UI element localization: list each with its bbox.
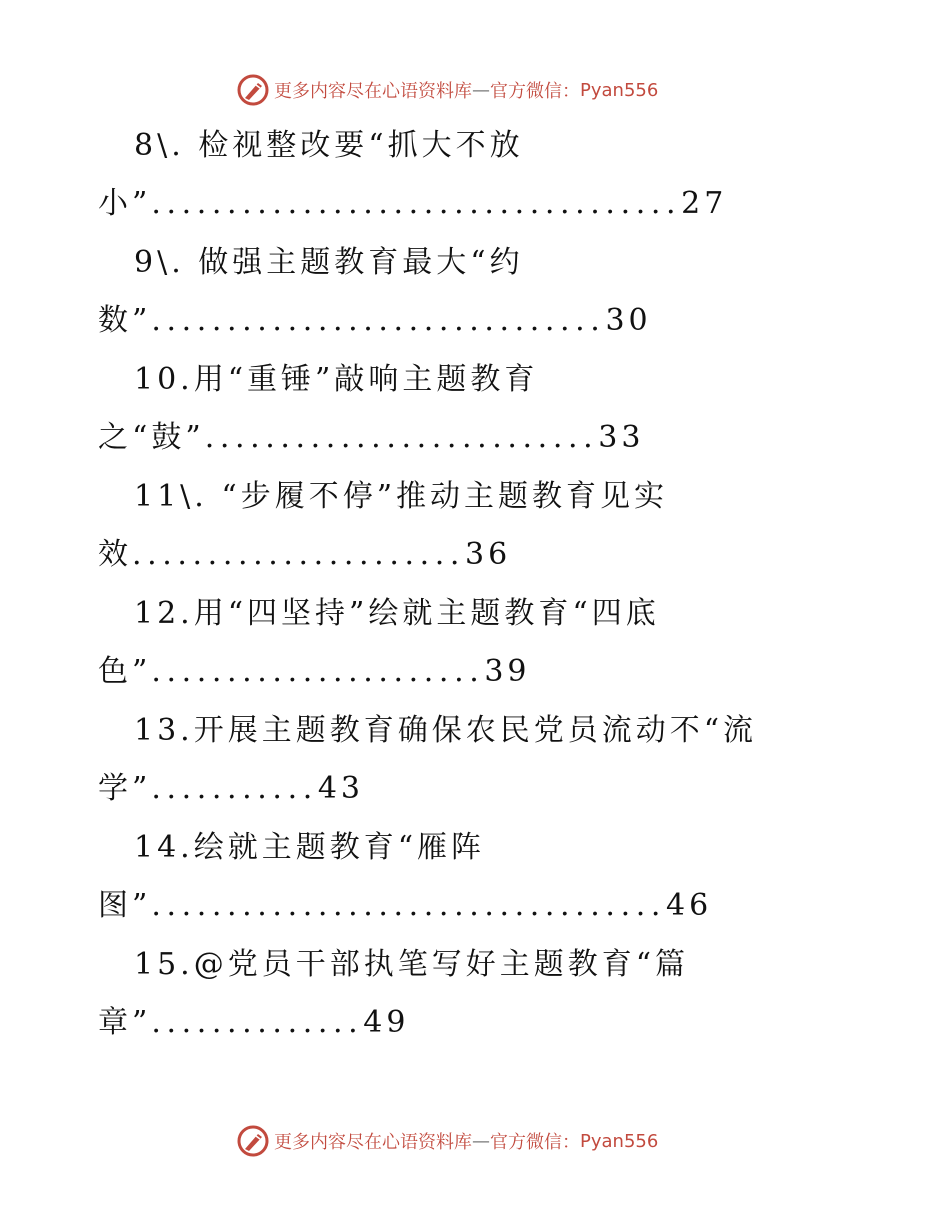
toc-entry-14-title-end: 图” bbox=[98, 888, 152, 923]
toc-entry-13-title[interactable]: 13.开展主题教育确保农民党员流动不“流 bbox=[134, 713, 758, 748]
toc-entry-12-leader[interactable] bbox=[98, 652, 531, 692]
watermark-text: 更多内容尽在心语资料库 bbox=[274, 1132, 472, 1153]
toc-entry-9-title[interactable]: 9\. 做强主题教育最大“约 bbox=[134, 245, 524, 280]
watermark-separator: — bbox=[472, 1130, 490, 1152]
toc-entry-8-leader[interactable] bbox=[98, 184, 727, 224]
toc-entry-8-page: 27 bbox=[681, 186, 728, 221]
toc-entry-15-leader[interactable] bbox=[98, 1003, 409, 1043]
toc-entry-12-dots: ...................... bbox=[151, 654, 485, 689]
toc-entry-11-leader[interactable] bbox=[98, 535, 511, 575]
toc-entry-9-dots: .............................. bbox=[151, 303, 606, 338]
toc-entry-8-title[interactable]: 8\. 检视整改要“抓大不放 bbox=[134, 128, 524, 163]
toc-entry-12-title[interactable]: 12.用“四坚持”绘就主题教育“四底 bbox=[134, 596, 660, 631]
toc-entry-10-page: 33 bbox=[598, 420, 645, 455]
watermark-separator: — bbox=[472, 79, 490, 101]
toc-entry-12-title-end: 色” bbox=[98, 654, 152, 689]
toc-entry-15-dots: .............. bbox=[151, 1005, 364, 1040]
toc-entry-14-leader[interactable] bbox=[98, 886, 712, 926]
toc-entry-14-dots: .................................. bbox=[151, 888, 666, 923]
toc-entry-9-leader[interactable] bbox=[98, 301, 652, 341]
toc-entry-13-leader[interactable] bbox=[98, 769, 364, 809]
toc-entry-10-dots: .......................... bbox=[204, 420, 599, 455]
toc-entry-11-dots: ...................... bbox=[132, 537, 465, 572]
pen-logo-icon bbox=[236, 1124, 270, 1158]
toc-entry-11-title[interactable]: 11\. “步履不停”推动主题教育见实 bbox=[134, 479, 669, 514]
toc-entry-14-page: 46 bbox=[665, 888, 713, 923]
toc-entry-13-title-end: 学” bbox=[98, 771, 152, 806]
toc-entry-9-title-end: 数” bbox=[98, 303, 152, 338]
watermark-footer bbox=[236, 1124, 658, 1158]
watermark-wechat: Pyan556 bbox=[580, 1130, 659, 1152]
toc-entry-8-dots: ................................... bbox=[151, 186, 682, 221]
toc-entry-10-title-end: 之“鼓” bbox=[98, 420, 205, 455]
watermark-wechat: Pyan556 bbox=[580, 79, 659, 101]
toc-entry-10-title[interactable]: 10.用“重锤”敲响主题教育 bbox=[134, 362, 539, 397]
toc-entry-15-page: 49 bbox=[363, 1005, 410, 1040]
toc-entry-15-title[interactable]: 15.@党员干部执笔写好主题教育“篇 bbox=[134, 947, 690, 982]
toc-entry-12-page: 39 bbox=[484, 654, 531, 689]
watermark-suffix: 官方微信： bbox=[490, 81, 580, 102]
toc-entry-11-title-end: 效 bbox=[98, 537, 132, 572]
toc-entry-10-leader[interactable] bbox=[98, 418, 644, 458]
watermark-suffix: 官方微信： bbox=[490, 1132, 580, 1153]
toc-entry-8-title-end: 小” bbox=[98, 186, 152, 221]
toc-entry-13-dots: ........... bbox=[151, 771, 318, 806]
toc-entry-13-page: 43 bbox=[317, 771, 365, 806]
watermark-text: 更多内容尽在心语资料库 bbox=[274, 81, 472, 102]
toc-entry-14-title[interactable]: 14.绘就主题教育“雁阵 bbox=[134, 830, 486, 865]
toc-entry-9-page: 30 bbox=[605, 303, 652, 338]
toc-entry-15-title-end: 章” bbox=[98, 1005, 152, 1040]
toc-entry-11-page: 36 bbox=[465, 537, 512, 572]
